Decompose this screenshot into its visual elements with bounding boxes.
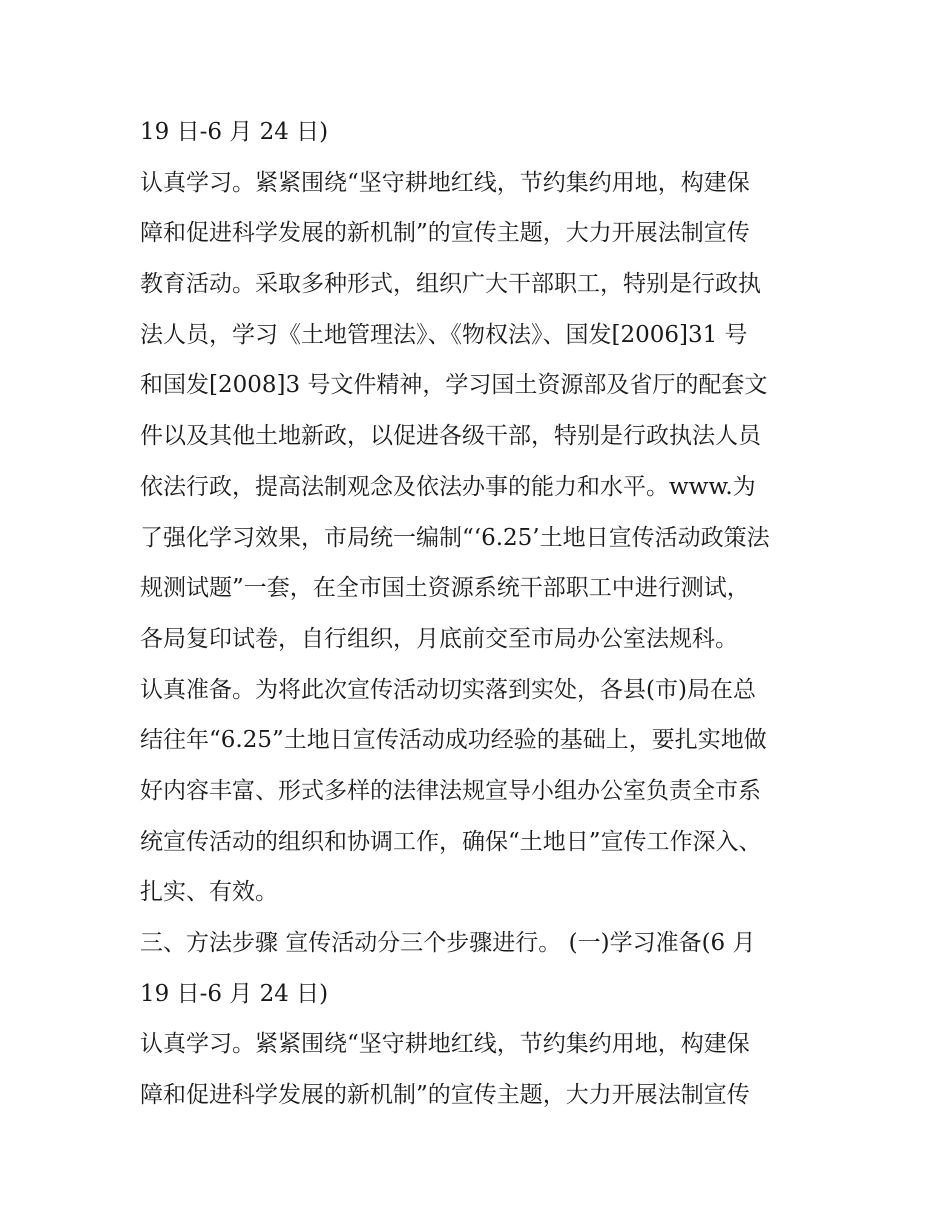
text-line: 障和促进科学发展的新机制”的宣传主题，大力开展法制宣传 — [140, 220, 750, 247]
text-line: 好内容丰富、形式多样的法律法规宣导小组办公室负责全市系 — [140, 777, 761, 804]
text-line: 认真学习。紧紧围绕“坚守耕地红线，节约集约用地，构建保 — [140, 169, 750, 196]
text-line: 规测试题”一套，在全市国土资源系统干部职工中进行测试， — [140, 575, 750, 602]
text-line: 认真准备。为将此次宣传活动切实落到实处，各县(市)局在总 — [140, 676, 756, 703]
document-body — [140, 107, 820, 1121]
text-line: 依法行政，提高法制观念及依法办事的能力和水平。www.为 — [140, 473, 756, 500]
text-line: 教育活动。采取多种形式，组织广大干部职工，特别是行政执 — [140, 271, 761, 298]
text-line: 和国发[2008]3 号文件精神，学习国土资源部及省厅的配套文 — [140, 372, 768, 399]
text-line: 结往年“6.25”土地日宣传活动成功经验的基础上，要扎实地做 — [140, 727, 767, 754]
text-line: 障和促进科学发展的新机制”的宣传主题，大力开展法制宣传 — [140, 1082, 750, 1109]
section-heading-line: 三、方法步骤 宣传活动分三个步骤进行。 (一)学习准备(6 月 — [140, 930, 756, 956]
text-line: 了强化学习效果，市局统一编制“‘6.25’土地日宣传活动政策法 — [140, 524, 770, 551]
text-line: 19 日-6 月 24 日) — [140, 119, 329, 145]
text-line: 件以及其他土地新政，以促进各级干部，特别是行政执法人员 — [140, 423, 761, 450]
text-line: 统宣传活动的组织和协调工作，确保“土地日”宣传工作深入、 — [140, 828, 762, 855]
text-line: 认真学习。紧紧围绕“坚守耕地红线，节约集约用地，构建保 — [140, 1031, 750, 1058]
text-line: 各局复印试卷，自行组织，月底前交至市局办公室法规科。 — [140, 625, 738, 652]
text-line: 扎实、有效。 — [140, 879, 278, 906]
text-line: 19 日-6 月 24 日) — [140, 980, 329, 1007]
text-line: 法人员，学习《土地管理法》、《物权法》、国发[2006]31 号 — [140, 321, 748, 348]
